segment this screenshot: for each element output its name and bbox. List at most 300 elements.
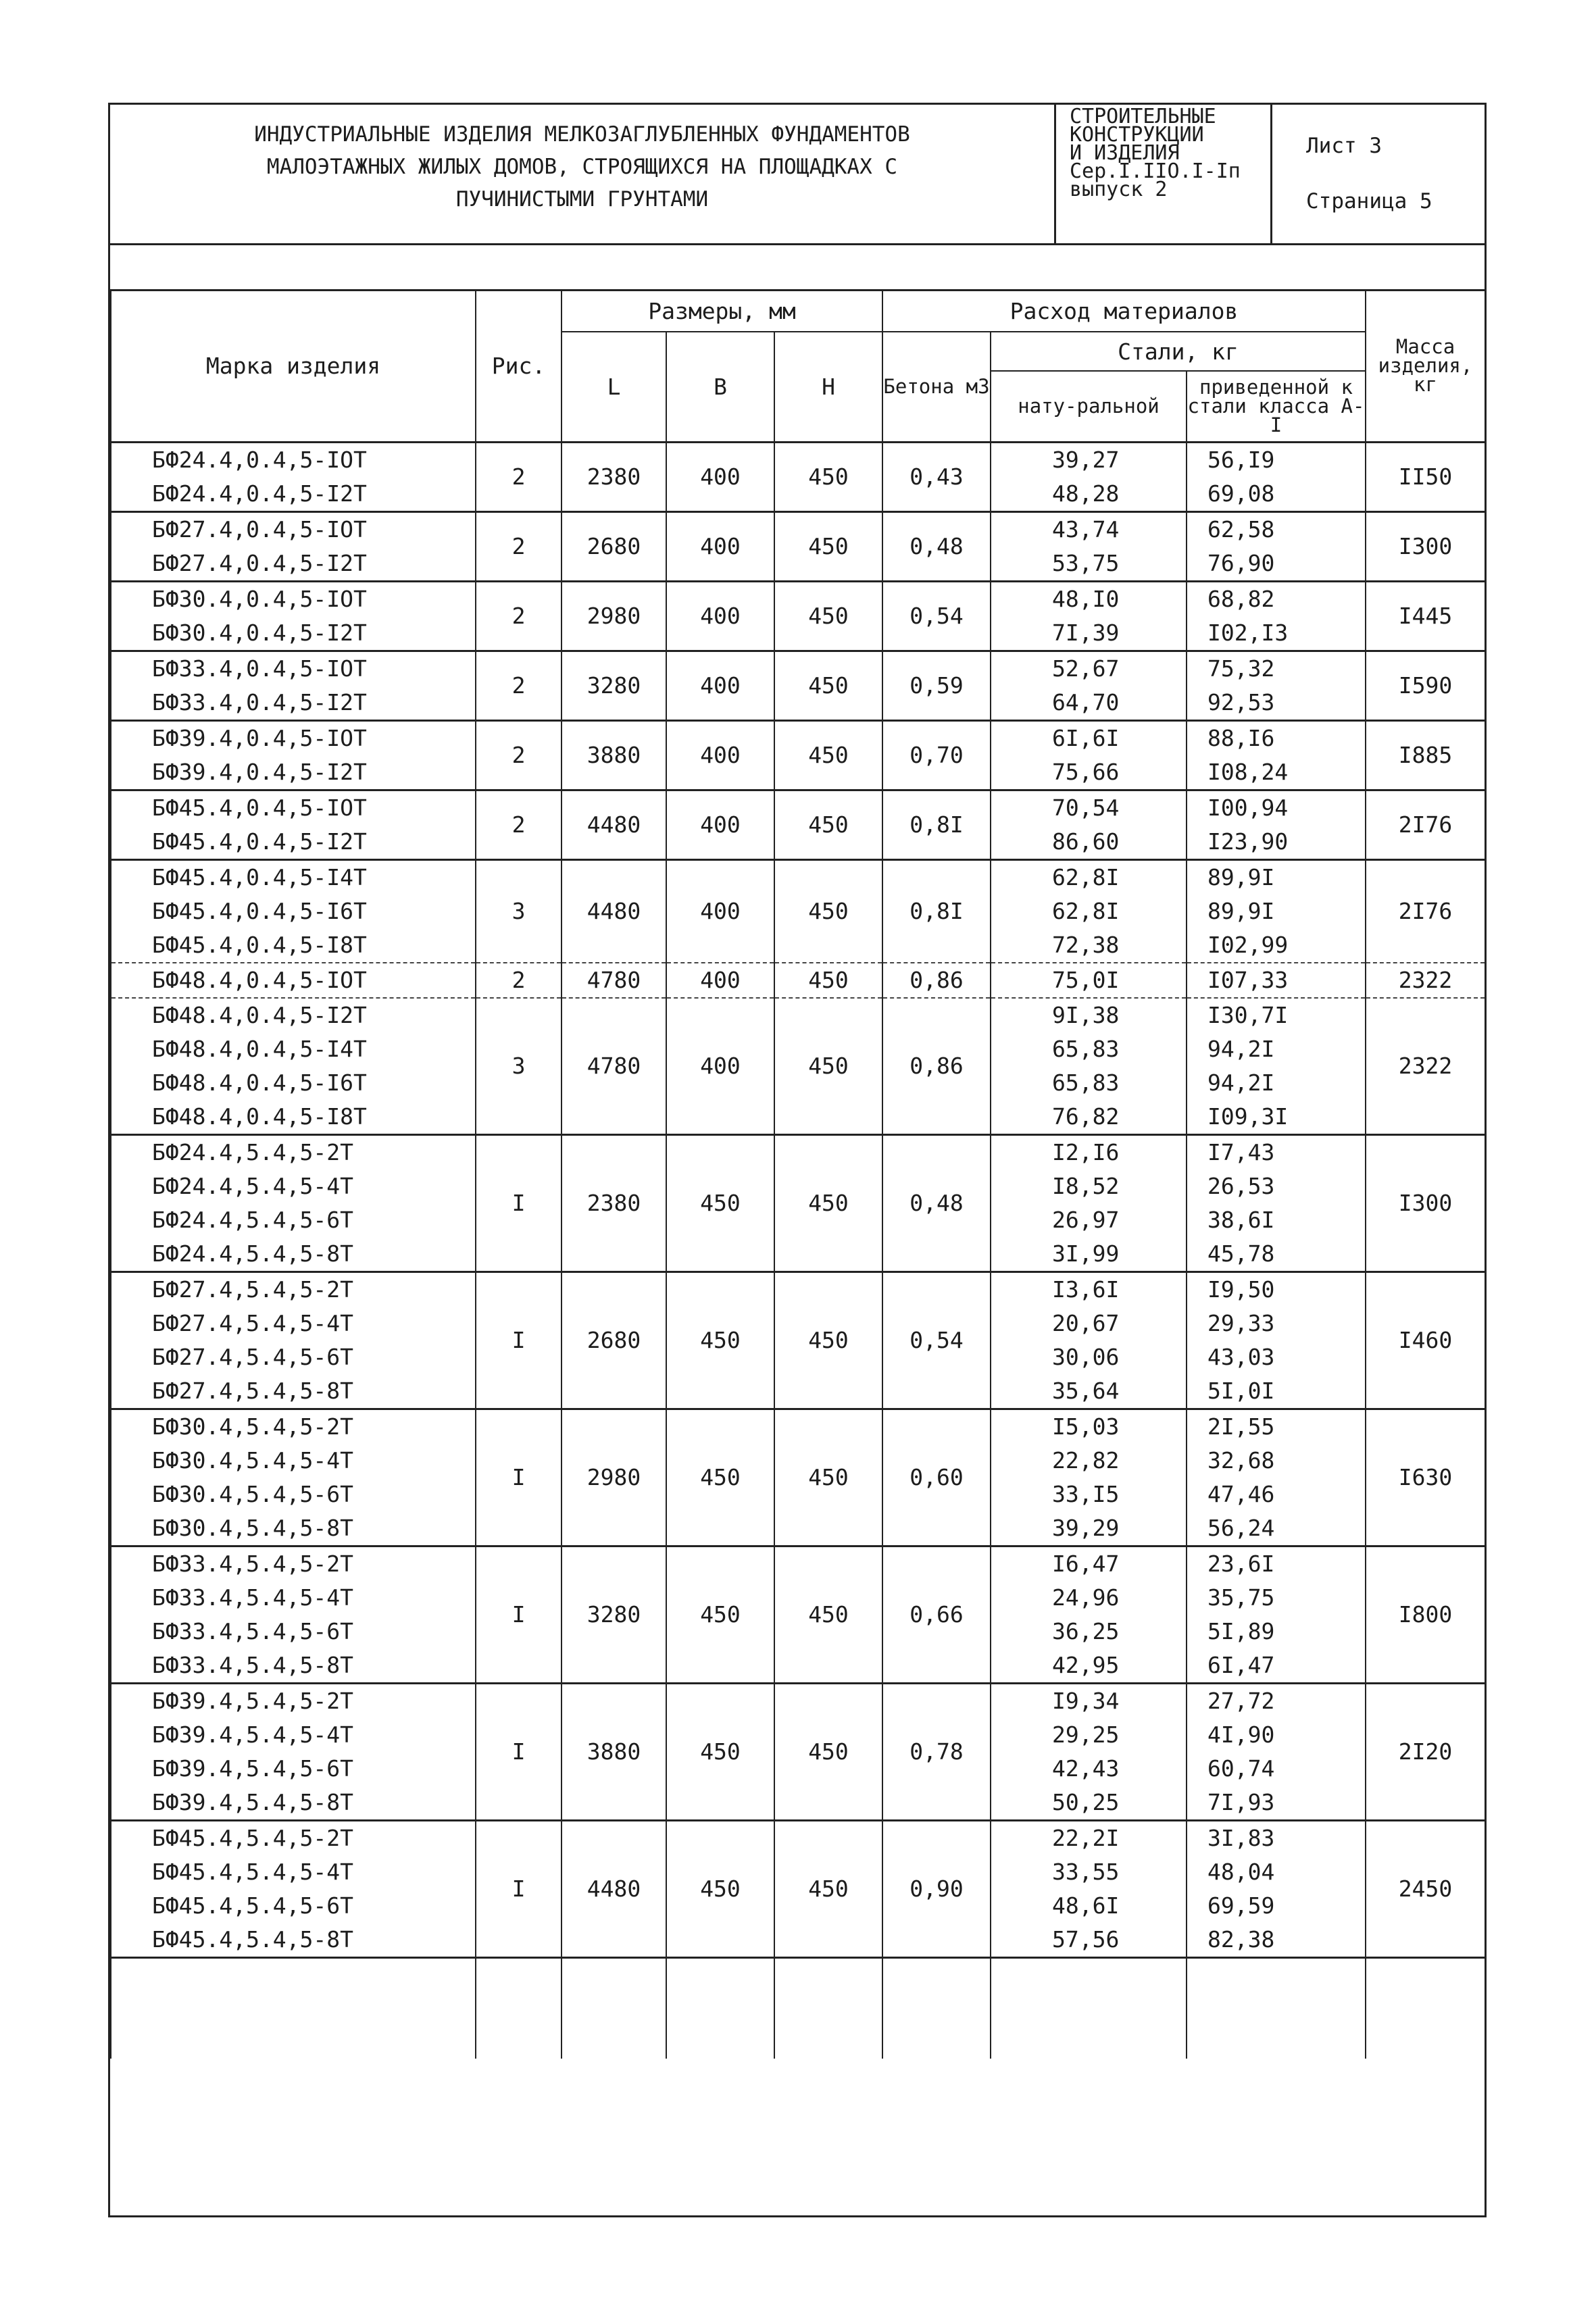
col-materials: Расход материалов xyxy=(882,290,1366,332)
series-line: КОНСТРУКЦИИ xyxy=(1070,123,1204,147)
title-line: МАЛОЭТАЖНЫХ ЖИЛЫХ ДОМОВ, СТРОЯЩИХСЯ НА ПЛОЩАДКАХ С xyxy=(266,155,898,179)
product-mark: БФ48.4,0.4,5-I8Т xyxy=(152,1103,367,1130)
product-mark-cell xyxy=(111,1546,476,1683)
figure-number: I xyxy=(476,1820,562,1957)
table-row xyxy=(111,442,1485,511)
steel-reduced: 69,08 xyxy=(1207,480,1275,507)
mass-value: I885 xyxy=(1366,720,1485,790)
steel-reduced: 69,59 xyxy=(1207,1892,1275,1919)
steel-reduced: I23,90 xyxy=(1207,828,1289,855)
steel-reduced: 27,72 xyxy=(1207,1687,1275,1714)
steel-reduced: I30,7I xyxy=(1207,1001,1289,1028)
steel-natural: 20,67 xyxy=(1052,1309,1120,1336)
product-mark: БФ33.4,5.4,5-2Т xyxy=(152,1550,354,1577)
steel-natural: 48,6I xyxy=(1052,1892,1120,1919)
product-mark: БФ27.4,5.4,5-2Т xyxy=(152,1276,354,1303)
steel-reduced-cell xyxy=(1187,511,1366,581)
height-value: 450 xyxy=(774,1546,882,1683)
steel-reduced-cell xyxy=(1187,720,1366,790)
mass-value: I300 xyxy=(1366,1134,1485,1272)
steel-natural: 3I,99 xyxy=(1052,1240,1120,1267)
page-number: Страница 5 xyxy=(1306,189,1432,213)
steel-reduced: I07,33 xyxy=(1207,966,1289,993)
title-line: ПУЧИНИСТЫМИ ГРУНТАМИ xyxy=(455,187,709,211)
width-value: 400 xyxy=(666,581,774,651)
steel-natural: 22,2I xyxy=(1052,1824,1120,1851)
height-value: 450 xyxy=(774,442,882,511)
title-line: ИНДУСТРИАЛЬНЫЕ ИЗДЕЛИЯ МЕЛКОЗАГЛУБЛЕННЫХ ФУНДАМЕНТОВ xyxy=(254,122,910,147)
steel-reduced: 5I,89 xyxy=(1207,1617,1275,1644)
concrete-value: 0,86 xyxy=(882,963,991,998)
mass-value: I300 xyxy=(1366,511,1485,581)
mass-value: 2322 xyxy=(1366,998,1485,1135)
steel-natural-cell xyxy=(991,1820,1187,1957)
figure-number: 2 xyxy=(476,790,562,859)
length-value: 4480 xyxy=(562,1820,666,1957)
product-mark: БФ24.4,5.4,5-4Т xyxy=(152,1172,354,1199)
steel-natural: 42,95 xyxy=(1052,1651,1120,1678)
steel-reduced: 6I,47 xyxy=(1207,1651,1275,1678)
mass-value: 2450 xyxy=(1366,1820,1485,1957)
steel-reduced-cell xyxy=(1187,1546,1366,1683)
series-line: Сер.I.IIO.I-Iп xyxy=(1070,159,1241,183)
steel-natural: 36,25 xyxy=(1052,1617,1120,1644)
length-value: 2680 xyxy=(562,1272,666,1409)
concrete-value: 0,66 xyxy=(882,1546,991,1683)
steel-natural: I3,6I xyxy=(1052,1276,1120,1303)
steel-natural: 53,75 xyxy=(1052,549,1120,576)
concrete-value: 0,48 xyxy=(882,511,991,581)
series-line: выпуск 2 xyxy=(1070,178,1168,201)
mass-value: 2I76 xyxy=(1366,859,1485,963)
height-value: 450 xyxy=(774,1134,882,1272)
steel-natural-cell xyxy=(991,1683,1187,1820)
product-mark: БФ48.4,0.4,5-IОТ xyxy=(152,966,367,993)
width-value: 400 xyxy=(666,963,774,998)
steel-reduced: I9,50 xyxy=(1207,1276,1275,1303)
product-mark: БФ45.4,5.4,5-8Т xyxy=(152,1926,354,1953)
width-value: 450 xyxy=(666,1820,774,1957)
product-mark-cell xyxy=(111,1683,476,1820)
sheet-info xyxy=(1272,105,1485,243)
figure-number: 3 xyxy=(476,998,562,1135)
figure-number: 2 xyxy=(476,581,562,651)
table-row xyxy=(111,720,1485,790)
steel-natural: 65,83 xyxy=(1052,1035,1120,1062)
length-value: 2980 xyxy=(562,1409,666,1546)
product-mark: БФ24.4,0.4,5-IОТ xyxy=(152,446,367,473)
height-value: 450 xyxy=(774,1272,882,1409)
steel-natural: 29,25 xyxy=(1052,1721,1120,1748)
steel-reduced: 23,6I xyxy=(1207,1550,1275,1577)
steel-reduced-cell xyxy=(1187,1134,1366,1272)
product-mark: БФ39.4,5.4,5-8Т xyxy=(152,1788,354,1815)
width-value: 400 xyxy=(666,442,774,511)
steel-natural: 43,74 xyxy=(1052,515,1120,543)
steel-reduced: 48,04 xyxy=(1207,1858,1275,1885)
series-line: СТРОИТЕЛЬНЫЕ xyxy=(1070,105,1216,128)
steel-natural: I6,47 xyxy=(1052,1550,1120,1577)
product-mark: БФ45.4,0.4,5-IОТ xyxy=(152,794,367,821)
col-reduced: приведенной к стали класса А-I xyxy=(1187,371,1366,442)
width-value: 400 xyxy=(666,720,774,790)
height-value: 450 xyxy=(774,511,882,581)
col-dims: Размеры, мм xyxy=(562,290,882,332)
concrete-value: 0,54 xyxy=(882,581,991,651)
steel-natural: I5,03 xyxy=(1052,1413,1120,1440)
steel-natural-cell xyxy=(991,651,1187,720)
steel-natural-cell xyxy=(991,511,1187,581)
table-row xyxy=(111,998,1485,1135)
steel-natural: 70,54 xyxy=(1052,794,1120,821)
length-value: 4780 xyxy=(562,998,666,1135)
steel-reduced: 47,46 xyxy=(1207,1480,1275,1507)
width-value: 400 xyxy=(666,998,774,1135)
product-mark: БФ33.4,0.4,5-IОТ xyxy=(152,655,367,682)
steel-natural: 72,38 xyxy=(1052,931,1120,958)
mass-value: I460 xyxy=(1366,1272,1485,1409)
steel-reduced: 35,75 xyxy=(1207,1584,1275,1611)
product-mark-cell xyxy=(111,998,476,1135)
product-mark: БФ33.4,5.4,5-6Т xyxy=(152,1617,354,1644)
height-value: 450 xyxy=(774,963,882,998)
figure-number: 2 xyxy=(476,442,562,511)
steel-reduced: 3I,83 xyxy=(1207,1824,1275,1851)
product-mark-cell xyxy=(111,859,476,963)
steel-natural: 48,28 xyxy=(1052,480,1120,507)
length-value: 3280 xyxy=(562,651,666,720)
product-mark-cell xyxy=(111,1820,476,1957)
steel-natural: 86,60 xyxy=(1052,828,1120,855)
height-value: 450 xyxy=(774,1683,882,1820)
table-row xyxy=(111,651,1485,720)
length-value: 2380 xyxy=(562,1134,666,1272)
product-mark: БФ39.4,5.4,5-4Т xyxy=(152,1721,354,1748)
steel-natural-cell xyxy=(991,1546,1187,1683)
steel-reduced: 94,2I xyxy=(1207,1069,1275,1096)
product-mark: БФ24.4,5.4,5-2Т xyxy=(152,1138,354,1165)
table-row xyxy=(111,581,1485,651)
height-value: 450 xyxy=(774,720,882,790)
product-mark: БФ48.4,0.4,5-I2Т xyxy=(152,1001,367,1028)
length-value: 4480 xyxy=(562,859,666,963)
figure-number: 3 xyxy=(476,859,562,963)
steel-natural: 26,97 xyxy=(1052,1206,1120,1233)
length-value: 3880 xyxy=(562,720,666,790)
col-concrete: Бетона м3 xyxy=(882,332,991,442)
col-mark: Марка изделия xyxy=(111,290,476,442)
table-row xyxy=(111,1546,1485,1683)
table-row xyxy=(111,963,1485,998)
table-row xyxy=(111,511,1485,581)
mass-value: I445 xyxy=(1366,581,1485,651)
steel-natural: 48,I0 xyxy=(1052,585,1120,612)
drawing-sheet xyxy=(108,103,1487,2217)
figure-number: I xyxy=(476,1683,562,1820)
product-mark: БФ30.4,5.4,5-6Т xyxy=(152,1480,354,1507)
sheet-number: Лист 3 xyxy=(1306,134,1382,158)
product-mark-cell xyxy=(111,720,476,790)
product-mark: БФ33.4,0.4,5-I2Т xyxy=(152,688,367,715)
steel-natural: 50,25 xyxy=(1052,1788,1120,1815)
col-natural: нату-ральной xyxy=(991,371,1187,442)
materials-table xyxy=(110,289,1486,2059)
table-body xyxy=(111,442,1485,2059)
steel-natural: 62,8I xyxy=(1052,897,1120,924)
steel-reduced: 32,68 xyxy=(1207,1447,1275,1474)
concrete-value: 0,86 xyxy=(882,998,991,1135)
width-value: 450 xyxy=(666,1134,774,1272)
figure-number: 2 xyxy=(476,651,562,720)
steel-natural: 33,I5 xyxy=(1052,1480,1120,1507)
steel-natural-cell xyxy=(991,581,1187,651)
product-mark: БФ45.4,5.4,5-6Т xyxy=(152,1892,354,1919)
col-mass: Масса изделия, кг xyxy=(1366,290,1485,442)
product-mark: БФ48.4,0.4,5-I6Т xyxy=(152,1069,367,1096)
product-mark: БФ33.4,5.4,5-8Т xyxy=(152,1651,354,1678)
steel-natural: 30,06 xyxy=(1052,1343,1120,1370)
steel-reduced-cell xyxy=(1187,1272,1366,1409)
concrete-value: 0,48 xyxy=(882,1134,991,1272)
concrete-value: 0,8I xyxy=(882,859,991,963)
steel-natural: 62,8I xyxy=(1052,863,1120,890)
col-L: L xyxy=(562,332,666,442)
steel-reduced: 60,74 xyxy=(1207,1755,1275,1782)
steel-natural-cell xyxy=(991,720,1187,790)
height-value: 450 xyxy=(774,1820,882,1957)
product-mark: БФ27.4,5.4,5-6Т xyxy=(152,1343,354,1370)
steel-reduced-cell xyxy=(1187,859,1366,963)
steel-reduced: 38,6I xyxy=(1207,1206,1275,1233)
steel-reduced-cell xyxy=(1187,790,1366,859)
steel-reduced: 82,38 xyxy=(1207,1926,1275,1953)
table-row xyxy=(111,1272,1485,1409)
product-mark: БФ30.4,0.4,5-IОТ xyxy=(152,585,367,612)
width-value: 450 xyxy=(666,1409,774,1546)
steel-natural-cell xyxy=(991,790,1187,859)
steel-reduced-cell xyxy=(1187,1409,1366,1546)
steel-natural: 6I,6I xyxy=(1052,724,1120,751)
steel-reduced: 89,9I xyxy=(1207,897,1275,924)
steel-reduced-cell xyxy=(1187,1683,1366,1820)
product-mark: БФ45.4,0.4,5-I6Т xyxy=(152,897,367,924)
mass-value: 2I76 xyxy=(1366,790,1485,859)
steel-reduced-cell xyxy=(1187,963,1366,998)
product-mark: БФ39.4,5.4,5-2Т xyxy=(152,1687,354,1714)
concrete-value: 0,70 xyxy=(882,720,991,790)
steel-reduced: 4I,90 xyxy=(1207,1721,1275,1748)
width-value: 450 xyxy=(666,1683,774,1820)
product-mark-cell xyxy=(111,963,476,998)
product-mark: БФ24.4,5.4,5-8Т xyxy=(152,1240,354,1267)
steel-natural: 76,82 xyxy=(1052,1103,1120,1130)
steel-natural: 24,96 xyxy=(1052,1584,1120,1611)
height-value: 450 xyxy=(774,651,882,720)
product-mark-cell xyxy=(111,1409,476,1546)
steel-reduced: 2I,55 xyxy=(1207,1413,1275,1440)
steel-reduced: 7I,93 xyxy=(1207,1788,1275,1815)
steel-natural: 75,66 xyxy=(1052,758,1120,785)
height-value: 450 xyxy=(774,790,882,859)
table-row xyxy=(111,1820,1485,1957)
width-value: 400 xyxy=(666,790,774,859)
steel-reduced: 68,82 xyxy=(1207,585,1275,612)
steel-reduced: I7,43 xyxy=(1207,1138,1275,1165)
steel-reduced: 56,24 xyxy=(1207,1514,1275,1541)
steel-natural: 22,82 xyxy=(1052,1447,1120,1474)
steel-reduced: 5I,0I xyxy=(1207,1377,1275,1404)
steel-reduced: 89,9I xyxy=(1207,863,1275,890)
concrete-value: 0,78 xyxy=(882,1683,991,1820)
product-mark: БФ30.4,5.4,5-4Т xyxy=(152,1447,354,1474)
mass-value: I590 xyxy=(1366,651,1485,720)
table-blank-row xyxy=(111,1957,1485,2059)
figure-number: 2 xyxy=(476,511,562,581)
width-value: 400 xyxy=(666,511,774,581)
table-row xyxy=(111,1409,1485,1546)
length-value: 3280 xyxy=(562,1546,666,1683)
steel-reduced: 29,33 xyxy=(1207,1309,1275,1336)
steel-natural: 7I,39 xyxy=(1052,619,1120,646)
width-value: 400 xyxy=(666,859,774,963)
steel-natural: I2,I6 xyxy=(1052,1138,1120,1165)
steel-natural: 57,56 xyxy=(1052,1926,1120,1953)
steel-natural: 9I,38 xyxy=(1052,1001,1120,1028)
steel-natural: 33,55 xyxy=(1052,1858,1120,1885)
steel-reduced-cell xyxy=(1187,651,1366,720)
document-title xyxy=(110,105,1056,243)
table-row xyxy=(111,859,1485,963)
steel-natural-cell xyxy=(991,1134,1187,1272)
mass-value: II50 xyxy=(1366,442,1485,511)
steel-natural: 75,0I xyxy=(1052,966,1120,993)
mass-value: I800 xyxy=(1366,1546,1485,1683)
series-line: И ИЗДЕЛИЯ xyxy=(1070,141,1180,165)
product-mark: БФ45.4,0.4,5-I8Т xyxy=(152,931,367,958)
product-mark-cell xyxy=(111,511,476,581)
steel-natural: 52,67 xyxy=(1052,655,1120,682)
concrete-value: 0,60 xyxy=(882,1409,991,1546)
steel-natural-cell xyxy=(991,442,1187,511)
product-mark-cell xyxy=(111,790,476,859)
product-mark: БФ39.4,0.4,5-IОТ xyxy=(152,724,367,751)
length-value: 4780 xyxy=(562,963,666,998)
steel-natural: 35,64 xyxy=(1052,1377,1120,1404)
steel-reduced: 56,I9 xyxy=(1207,446,1275,473)
steel-reduced-cell xyxy=(1187,1820,1366,1957)
steel-reduced: I00,94 xyxy=(1207,794,1289,821)
height-value: 450 xyxy=(774,998,882,1135)
steel-natural-cell xyxy=(991,963,1187,998)
figure-number: 2 xyxy=(476,963,562,998)
product-mark-cell xyxy=(111,1134,476,1272)
steel-reduced-cell xyxy=(1187,998,1366,1135)
concrete-value: 0,43 xyxy=(882,442,991,511)
steel-reduced: 88,I6 xyxy=(1207,724,1275,751)
width-value: 450 xyxy=(666,1546,774,1683)
height-value: 450 xyxy=(774,859,882,963)
title-block xyxy=(110,105,1485,245)
product-mark-cell xyxy=(111,581,476,651)
steel-natural: I8,52 xyxy=(1052,1172,1120,1199)
product-mark: БФ45.4,0.4,5-I2Т xyxy=(152,828,367,855)
steel-reduced: I08,24 xyxy=(1207,758,1289,785)
product-mark: БФ27.4,5.4,5-4Т xyxy=(152,1309,354,1336)
steel-reduced: 92,53 xyxy=(1207,688,1275,715)
concrete-value: 0,59 xyxy=(882,651,991,720)
steel-natural-cell xyxy=(991,998,1187,1135)
product-mark: БФ39.4,5.4,5-6Т xyxy=(152,1755,354,1782)
steel-reduced: I02,99 xyxy=(1207,931,1289,958)
length-value: 3880 xyxy=(562,1683,666,1820)
mass-value: 2I20 xyxy=(1366,1683,1485,1820)
header-spacer xyxy=(110,243,1485,291)
mass-value: 2322 xyxy=(1366,963,1485,998)
length-value: 2380 xyxy=(562,442,666,511)
steel-reduced: 43,03 xyxy=(1207,1343,1275,1370)
product-mark: БФ39.4,0.4,5-I2Т xyxy=(152,758,367,785)
steel-natural-cell xyxy=(991,859,1187,963)
steel-reduced: 76,90 xyxy=(1207,549,1275,576)
steel-natural: I9,34 xyxy=(1052,1687,1120,1714)
steel-reduced-cell xyxy=(1187,442,1366,511)
product-mark: БФ45.4,0.4,5-I4Т xyxy=(152,863,367,890)
steel-natural-cell xyxy=(991,1409,1187,1546)
concrete-value: 0,8I xyxy=(882,790,991,859)
steel-natural: 65,83 xyxy=(1052,1069,1120,1096)
product-mark: БФ27.4,0.4,5-IОТ xyxy=(152,515,367,543)
product-mark: БФ30.4,5.4,5-8Т xyxy=(152,1514,354,1541)
product-mark: БФ27.4,5.4,5-8Т xyxy=(152,1377,354,1404)
col-fig: Рис. xyxy=(476,290,562,442)
product-mark-cell xyxy=(111,651,476,720)
product-mark: БФ30.4,0.4,5-I2Т xyxy=(152,619,367,646)
height-value: 450 xyxy=(774,1409,882,1546)
table-row xyxy=(111,790,1485,859)
product-mark: БФ27.4,0.4,5-I2Т xyxy=(152,549,367,576)
figure-number: I xyxy=(476,1409,562,1546)
width-value: 400 xyxy=(666,651,774,720)
table-row xyxy=(111,1683,1485,1820)
product-mark: БФ33.4,5.4,5-4Т xyxy=(152,1584,354,1611)
col-B: B xyxy=(666,332,774,442)
series-info xyxy=(1056,105,1272,243)
concrete-value: 0,90 xyxy=(882,1820,991,1957)
figure-number: I xyxy=(476,1134,562,1272)
steel-natural: 42,43 xyxy=(1052,1755,1120,1782)
product-mark: БФ24.4,5.4,5-6Т xyxy=(152,1206,354,1233)
height-value: 450 xyxy=(774,581,882,651)
length-value: 2680 xyxy=(562,511,666,581)
steel-natural: 39,29 xyxy=(1052,1514,1120,1541)
figure-number: I xyxy=(476,1546,562,1683)
product-mark: БФ45.4,5.4,5-2Т xyxy=(152,1824,354,1851)
steel-reduced: 45,78 xyxy=(1207,1240,1275,1267)
col-H: H xyxy=(774,332,882,442)
length-value: 2980 xyxy=(562,581,666,651)
product-mark: БФ30.4,5.4,5-2Т xyxy=(152,1413,354,1440)
steel-reduced: I09,3I xyxy=(1207,1103,1289,1130)
mass-value: I630 xyxy=(1366,1409,1485,1546)
length-value: 4480 xyxy=(562,790,666,859)
product-mark: БФ24.4,0.4,5-I2Т xyxy=(152,480,367,507)
product-mark: БФ48.4,0.4,5-I4Т xyxy=(152,1035,367,1062)
steel-reduced: 75,32 xyxy=(1207,655,1275,682)
product-mark: БФ45.4,5.4,5-4Т xyxy=(152,1858,354,1885)
steel-reduced: 62,58 xyxy=(1207,515,1275,543)
figure-number: 2 xyxy=(476,720,562,790)
steel-natural-cell xyxy=(991,1272,1187,1409)
